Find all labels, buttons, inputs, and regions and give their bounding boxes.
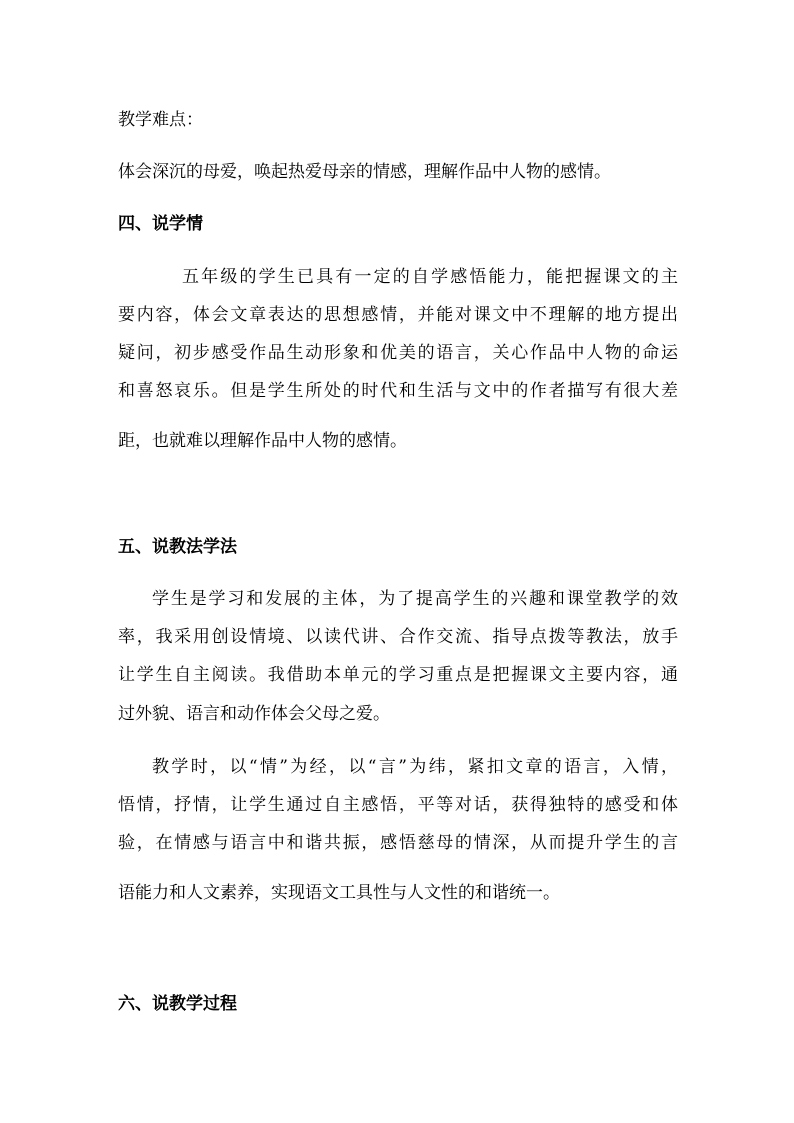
paragraph-line: 悟情，抒情，让学生通过自主感悟，平等对话，获得独特的感受和体	[118, 795, 678, 815]
paragraph-line: 率，我采用创设情境、以读代讲、合作交流、指导点拨等教法，放手	[118, 627, 678, 647]
paragraph-line: 教学时，以“情”为经，以“言”为纬，紧扣文章的语言，入情，	[152, 757, 678, 777]
section-heading-teaching-methods: 五、说教法学法	[118, 537, 237, 557]
section-heading-teaching-process: 六、说教学过程	[118, 994, 237, 1014]
difficulty-label: 教学难点：	[118, 110, 203, 130]
paragraph-line: 语能力和人文素养，实现语文工具性与人文性的和谐统一。	[118, 883, 560, 903]
paragraph-line: 验，在情感与语言中和谐共振，感悟慈母的情深，从而提升学生的言	[118, 833, 678, 853]
paragraph-line: 让学生自主阅读。我借助本单元的学习重点是把握课文主要内容，通	[118, 665, 678, 685]
paragraph-line: 疑问，初步感受作品生动形象和优美的语言，关心作品中人物的命运	[118, 343, 678, 363]
difficulty-text: 体会深沉的母爱，唤起热爱母亲的情感，理解作品中人物的感情。	[118, 162, 611, 182]
paragraph-line: 距，也就难以理解作品中人物的感情。	[118, 431, 407, 451]
paragraph-line: 和喜怒哀乐。但是学生所处的时代和生活与文中的作者描写有很大差	[118, 381, 678, 401]
section-heading-learning-situation: 四、说学情	[118, 214, 203, 234]
paragraph-line: 要内容，体会文章表达的思想感情，并能对课文中不理解的地方提出	[118, 305, 678, 325]
paragraph-line: 五年级的学生已具有一定的自学感悟能力，能把握课文的主	[182, 267, 678, 287]
paragraph-line: 过外貌、语言和动作体会父母之爱。	[118, 704, 390, 724]
paragraph-line: 学生是学习和发展的主体，为了提高学生的兴趣和课堂教学的效	[152, 589, 678, 609]
